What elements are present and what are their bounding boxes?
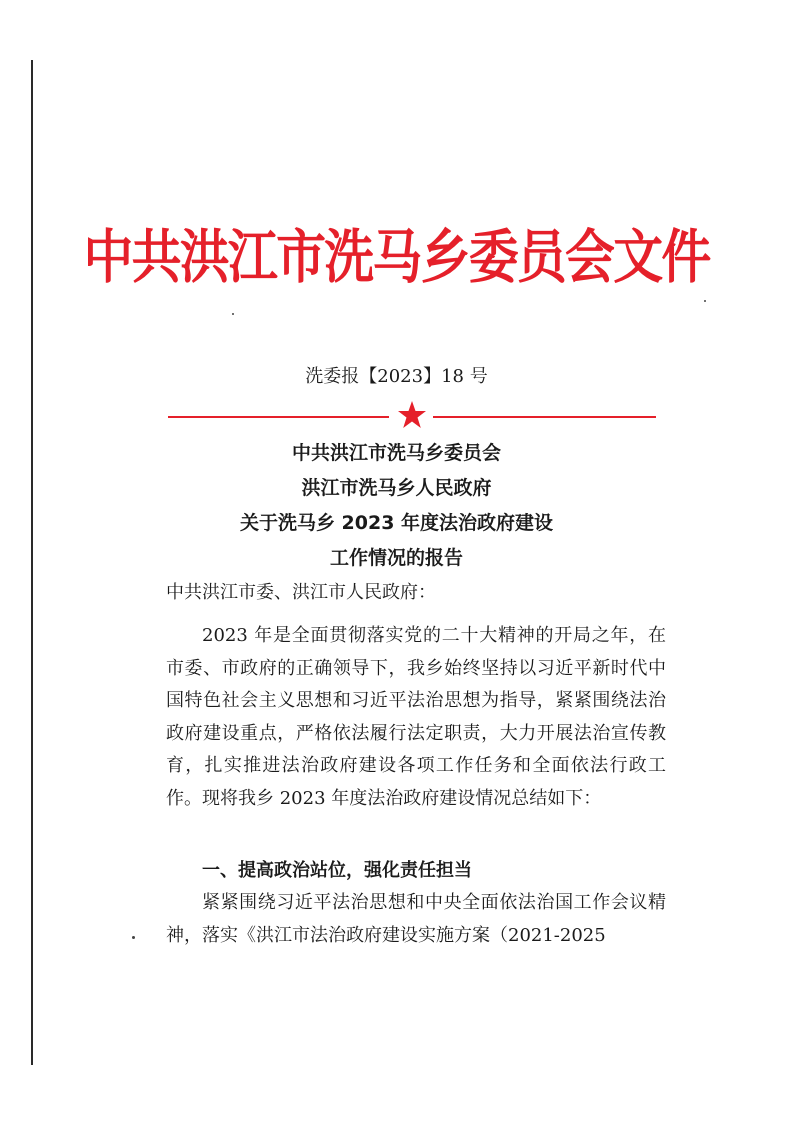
section-1-paragraph: 紧紧围绕习近平法治思想和中央全面依法治国工作会议精神，落实《洪江市法治政府建设实施方案（2021-2025 <box>166 892 666 946</box>
addressee: 中共洪江市委、洪江市人民政府： <box>166 582 436 603</box>
document-number: 洗委报【2023】18 号 <box>305 366 488 387</box>
report-title-line-2: 洪江市洗马乡人民政府 <box>301 477 492 499</box>
scan-speck <box>132 936 135 939</box>
red-separator-right <box>433 416 656 418</box>
star-icon <box>397 400 427 430</box>
report-title-line-3: 关于洗马乡 2023 年度法治政府建设 <box>239 512 554 534</box>
section-heading-1: 一、提高政治站位，强化责任担当 <box>202 860 472 881</box>
red-separator-left <box>168 416 389 418</box>
scan-speck <box>704 300 706 302</box>
report-title-line-1: 中共洪江市洗马乡委员会 <box>291 442 501 464</box>
scan-speck <box>232 313 234 315</box>
document-masthead: 中共洪江市洗马乡委员会文件 <box>83 223 710 291</box>
report-title-line-4: 工作情况的报告 <box>329 547 463 569</box>
intro-paragraph: 2023 年是全面贯彻落实党的二十大精神的开局之年，在市委、市政府的正确领导下，我乡始终坚持以习近平新时代中国特色社会主义思想和习近平法治思想为指导，紧紧围绕法治政府建设重点，严格依法履行法定职责，大力开展法治宣传教育，扎实推进法治政府建设各项工作任务和全面依法行政工作。现将我乡 2023 年度法治政府建设情况总结如下： <box>166 625 666 809</box>
